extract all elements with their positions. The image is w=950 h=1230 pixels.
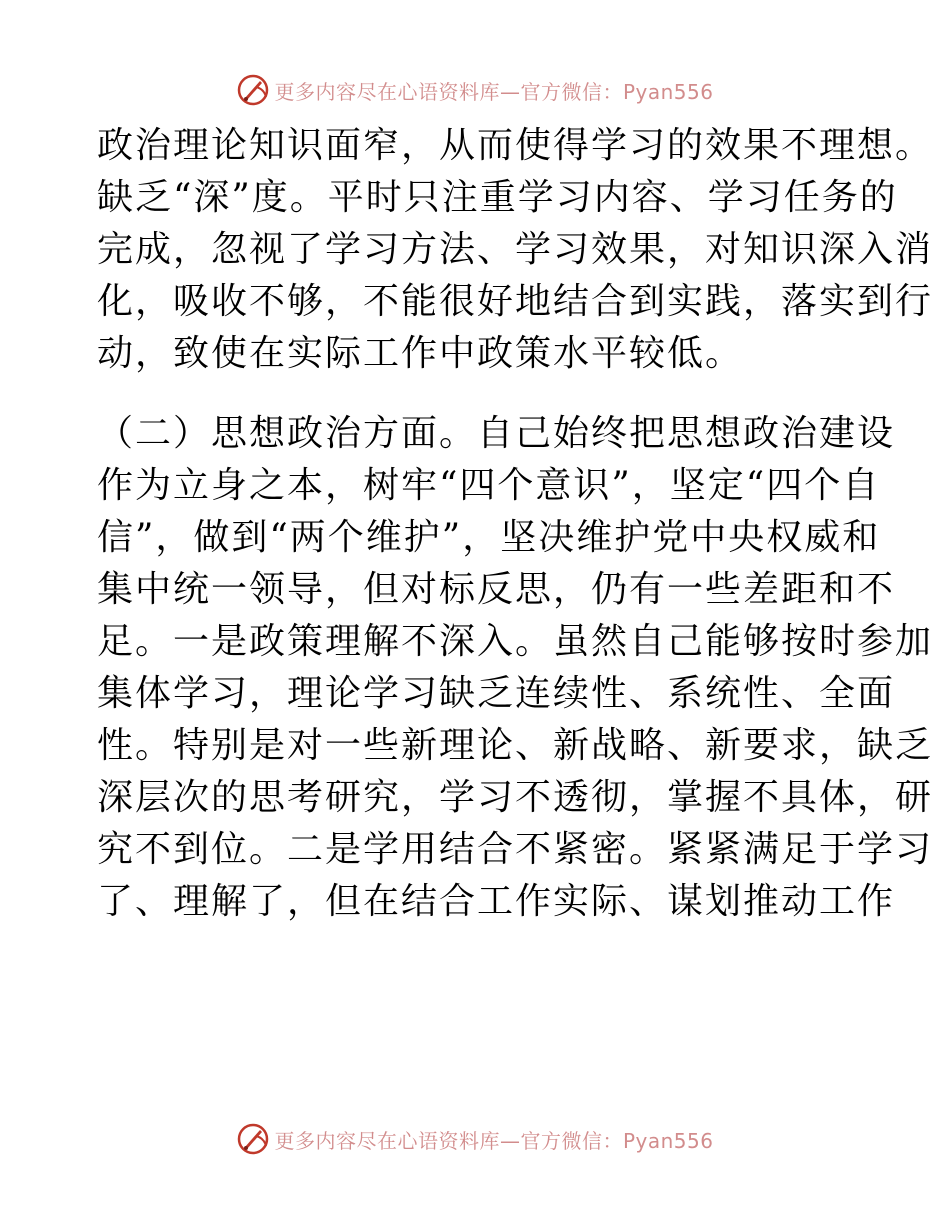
header-banner (0, 70, 950, 110)
text-line: 缺乏“深”度。平时只注重学习内容、学习任务的 (97, 177, 898, 218)
document-body (97, 120, 934, 928)
text-line: （二）思想政治方面。自己始终把思想政治建设 (97, 413, 896, 454)
footer-banner (0, 1119, 950, 1159)
paragraph-1 (97, 120, 934, 380)
text-line: 集体学习，理论学习缺乏连续性、系统性、全面 (97, 673, 896, 714)
text-line: 化，吸收不够，不能很好地结合到实践，落实到行 (97, 281, 934, 322)
text-line: 政治理论知识面窄，从而使得学习的效果不理想。 (97, 125, 934, 166)
footer-banner-text: 更多内容尽在心语资料库—官方微信：Pyan556 (274, 1128, 714, 1153)
paragraph-2 (97, 408, 934, 928)
text-line: 信”，做到“两个维护”，坚决维护党中央权威和 (97, 517, 881, 558)
text-line: 动，致使在实际工作中政策水平较低。 (97, 333, 744, 374)
text-line: 深层次的思考研究，学习不透彻，掌握不具体，研 (97, 777, 934, 818)
text-line: 足。一是政策理解不深入。虽然自己能够按时参加 (97, 621, 934, 662)
text-line: 集中统一领导，但对标反思，仍有一些差距和不 (97, 569, 896, 610)
quill-logo-icon (236, 73, 270, 107)
text-line: 完成，忽视了学习方法、学习效果，对知识深入消 (97, 229, 934, 270)
paragraph-gap (97, 380, 857, 408)
text-line: 了、理解了，但在结合工作实际、谋划推动工作 (97, 881, 896, 922)
text-line: 性。特别是对一些新理论、新战略、新要求，缺乏 (97, 725, 934, 766)
text-line: 究不到位。二是学用结合不紧密。紧紧满足于学习 (97, 829, 934, 870)
header-banner-text: 更多内容尽在心语资料库—官方微信：Pyan556 (274, 79, 714, 104)
text-line: 作为立身之本，树牢“四个意识”，坚定“四个自 (97, 465, 881, 506)
quill-logo-icon (236, 1122, 270, 1156)
